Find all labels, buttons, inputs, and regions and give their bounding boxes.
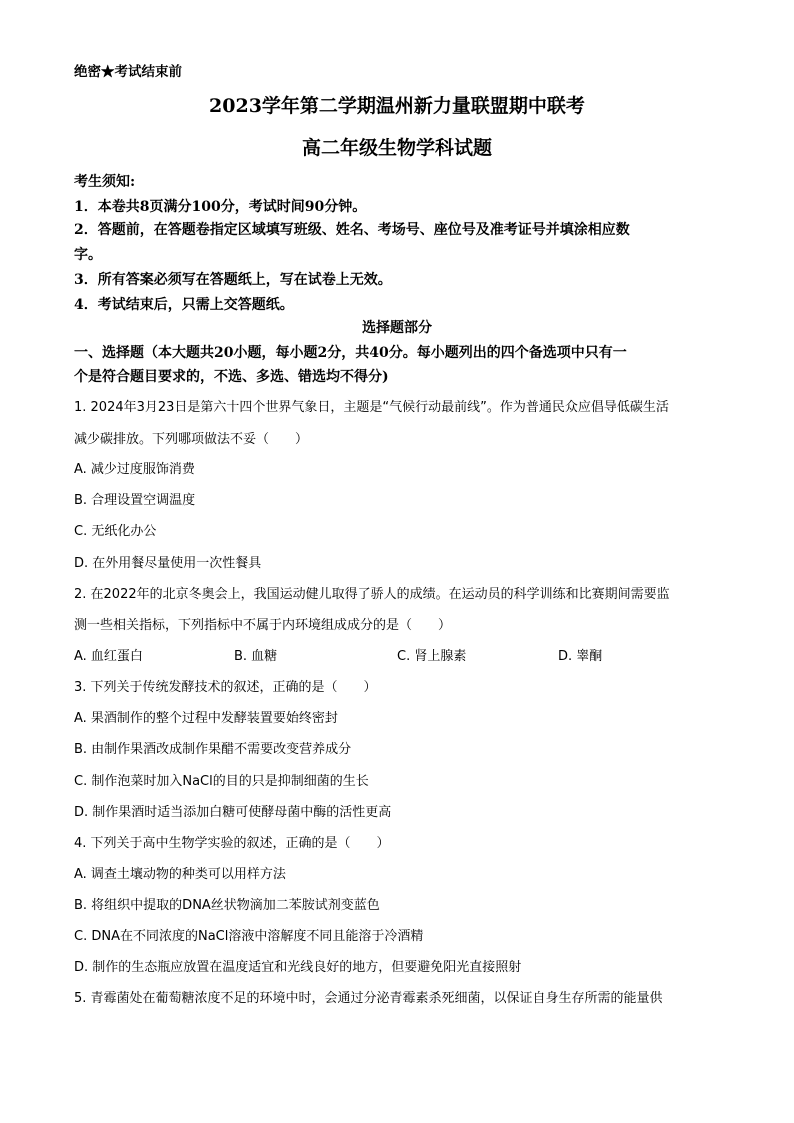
question-3-option-d: D. 制作果酒时适当添加白糖可使酵母菌中酶的活性更高	[74, 805, 392, 820]
notice-item-2: 2．答题前，在答题卷指定区域填写班级、姓名、考场号、座位号及准考证号并填涂相应数	[74, 222, 630, 238]
section-intro-line2: 个是符合题目要求的，不选、多选、错选均不得分)	[74, 369, 389, 385]
question-4-option-a: A. 调查土壤动物的种类可以用样方法	[74, 867, 286, 882]
exam-title: 2023学年第二学期温州新力量联盟期中联考	[209, 95, 585, 117]
question-1-stem-cont: 减少碳排放。下列哪项做法不妥（ ）	[74, 432, 309, 447]
notice-item-3: 3．所有答案必须写在答题纸上，写在试卷上无效。	[74, 272, 392, 288]
question-3-stem: 3. 下列关于传统发酵技术的叙述，正确的是（ ）	[74, 680, 377, 695]
question-4-stem: 4. 下列关于高中生物学实验的叙述，正确的是（ ）	[74, 836, 390, 851]
question-1-option-d: D. 在外用餐尽量使用一次性餐具	[74, 556, 262, 571]
question-2-option-c: C. 肾上腺素	[397, 649, 467, 664]
confidential-mark: 绝密★考试结束前	[74, 64, 182, 80]
question-4-option-d: D. 制作的生态瓶应放置在温度适宜和光线良好的地方，但要避免阳光直接照射	[74, 960, 522, 975]
question-2-option-b: B. 血糖	[234, 649, 278, 664]
question-1-option-b: B. 合理设置空调温度	[74, 493, 196, 508]
notice-heading: 考生须知:	[74, 174, 136, 190]
question-3-option-a: A. 果酒制作的整个过程中发酵装置要始终密封	[74, 711, 338, 726]
question-1-stem: 1. 2024年3月23日是第六十四个世界气象日，主题是“气候行动最前线”。作为普通民众应倡导低碳生活	[74, 400, 669, 415]
question-1-option-c: C. 无纸化办公	[74, 524, 157, 539]
notice-item-4: 4．考试结束后，只需上交答题纸。	[74, 297, 294, 313]
question-2-stem-cont: 测一些相关指标，下列指标中不属于内环境组成成分的是（ ）	[74, 618, 452, 633]
notice-item-2-cont: 字。	[74, 247, 102, 263]
notice-item-1: 1．本卷共8页满分100分，考试时间90分钟。	[74, 199, 367, 215]
question-1-option-a: A. 减少过度服饰消费	[74, 462, 195, 477]
question-2-option-a: A. 血红蛋白	[74, 649, 143, 664]
question-5-stem: 5. 青霉菌处在葡萄糖浓度不足的环境中时，会通过分泌青霉素杀死细菌，以保证自身生存所需的能量供	[74, 991, 663, 1006]
question-3-option-c: C. 制作泡菜时加入NaCl的目的只是抑制细菌的生长	[74, 774, 369, 789]
section-intro-line1: 一、选择题（本大题共20小题，每小题2分，共40分。每小题列出的四个备选项中只有一	[74, 345, 627, 361]
question-4-option-b: B. 将组织中提取的DNA丝状物滴加二苯胺试剂变蓝色	[74, 898, 380, 913]
question-2-option-d: D. 睾酮	[558, 649, 603, 664]
question-4-option-c: C. DNA在不同浓度的NaCl溶液中溶解度不同且能溶于冷酒精	[74, 929, 424, 944]
question-3-option-b: B. 由制作果酒改成制作果醋不需要改变营养成分	[74, 742, 352, 757]
section-title: 选择题部分	[362, 320, 432, 336]
exam-subtitle: 高二年级生物学科试题	[301, 137, 492, 159]
question-2-stem: 2. 在2022年的北京冬奥会上，我国运动健儿取得了骄人的成绩。在运动员的科学训练和比赛期间需要监	[74, 587, 670, 602]
